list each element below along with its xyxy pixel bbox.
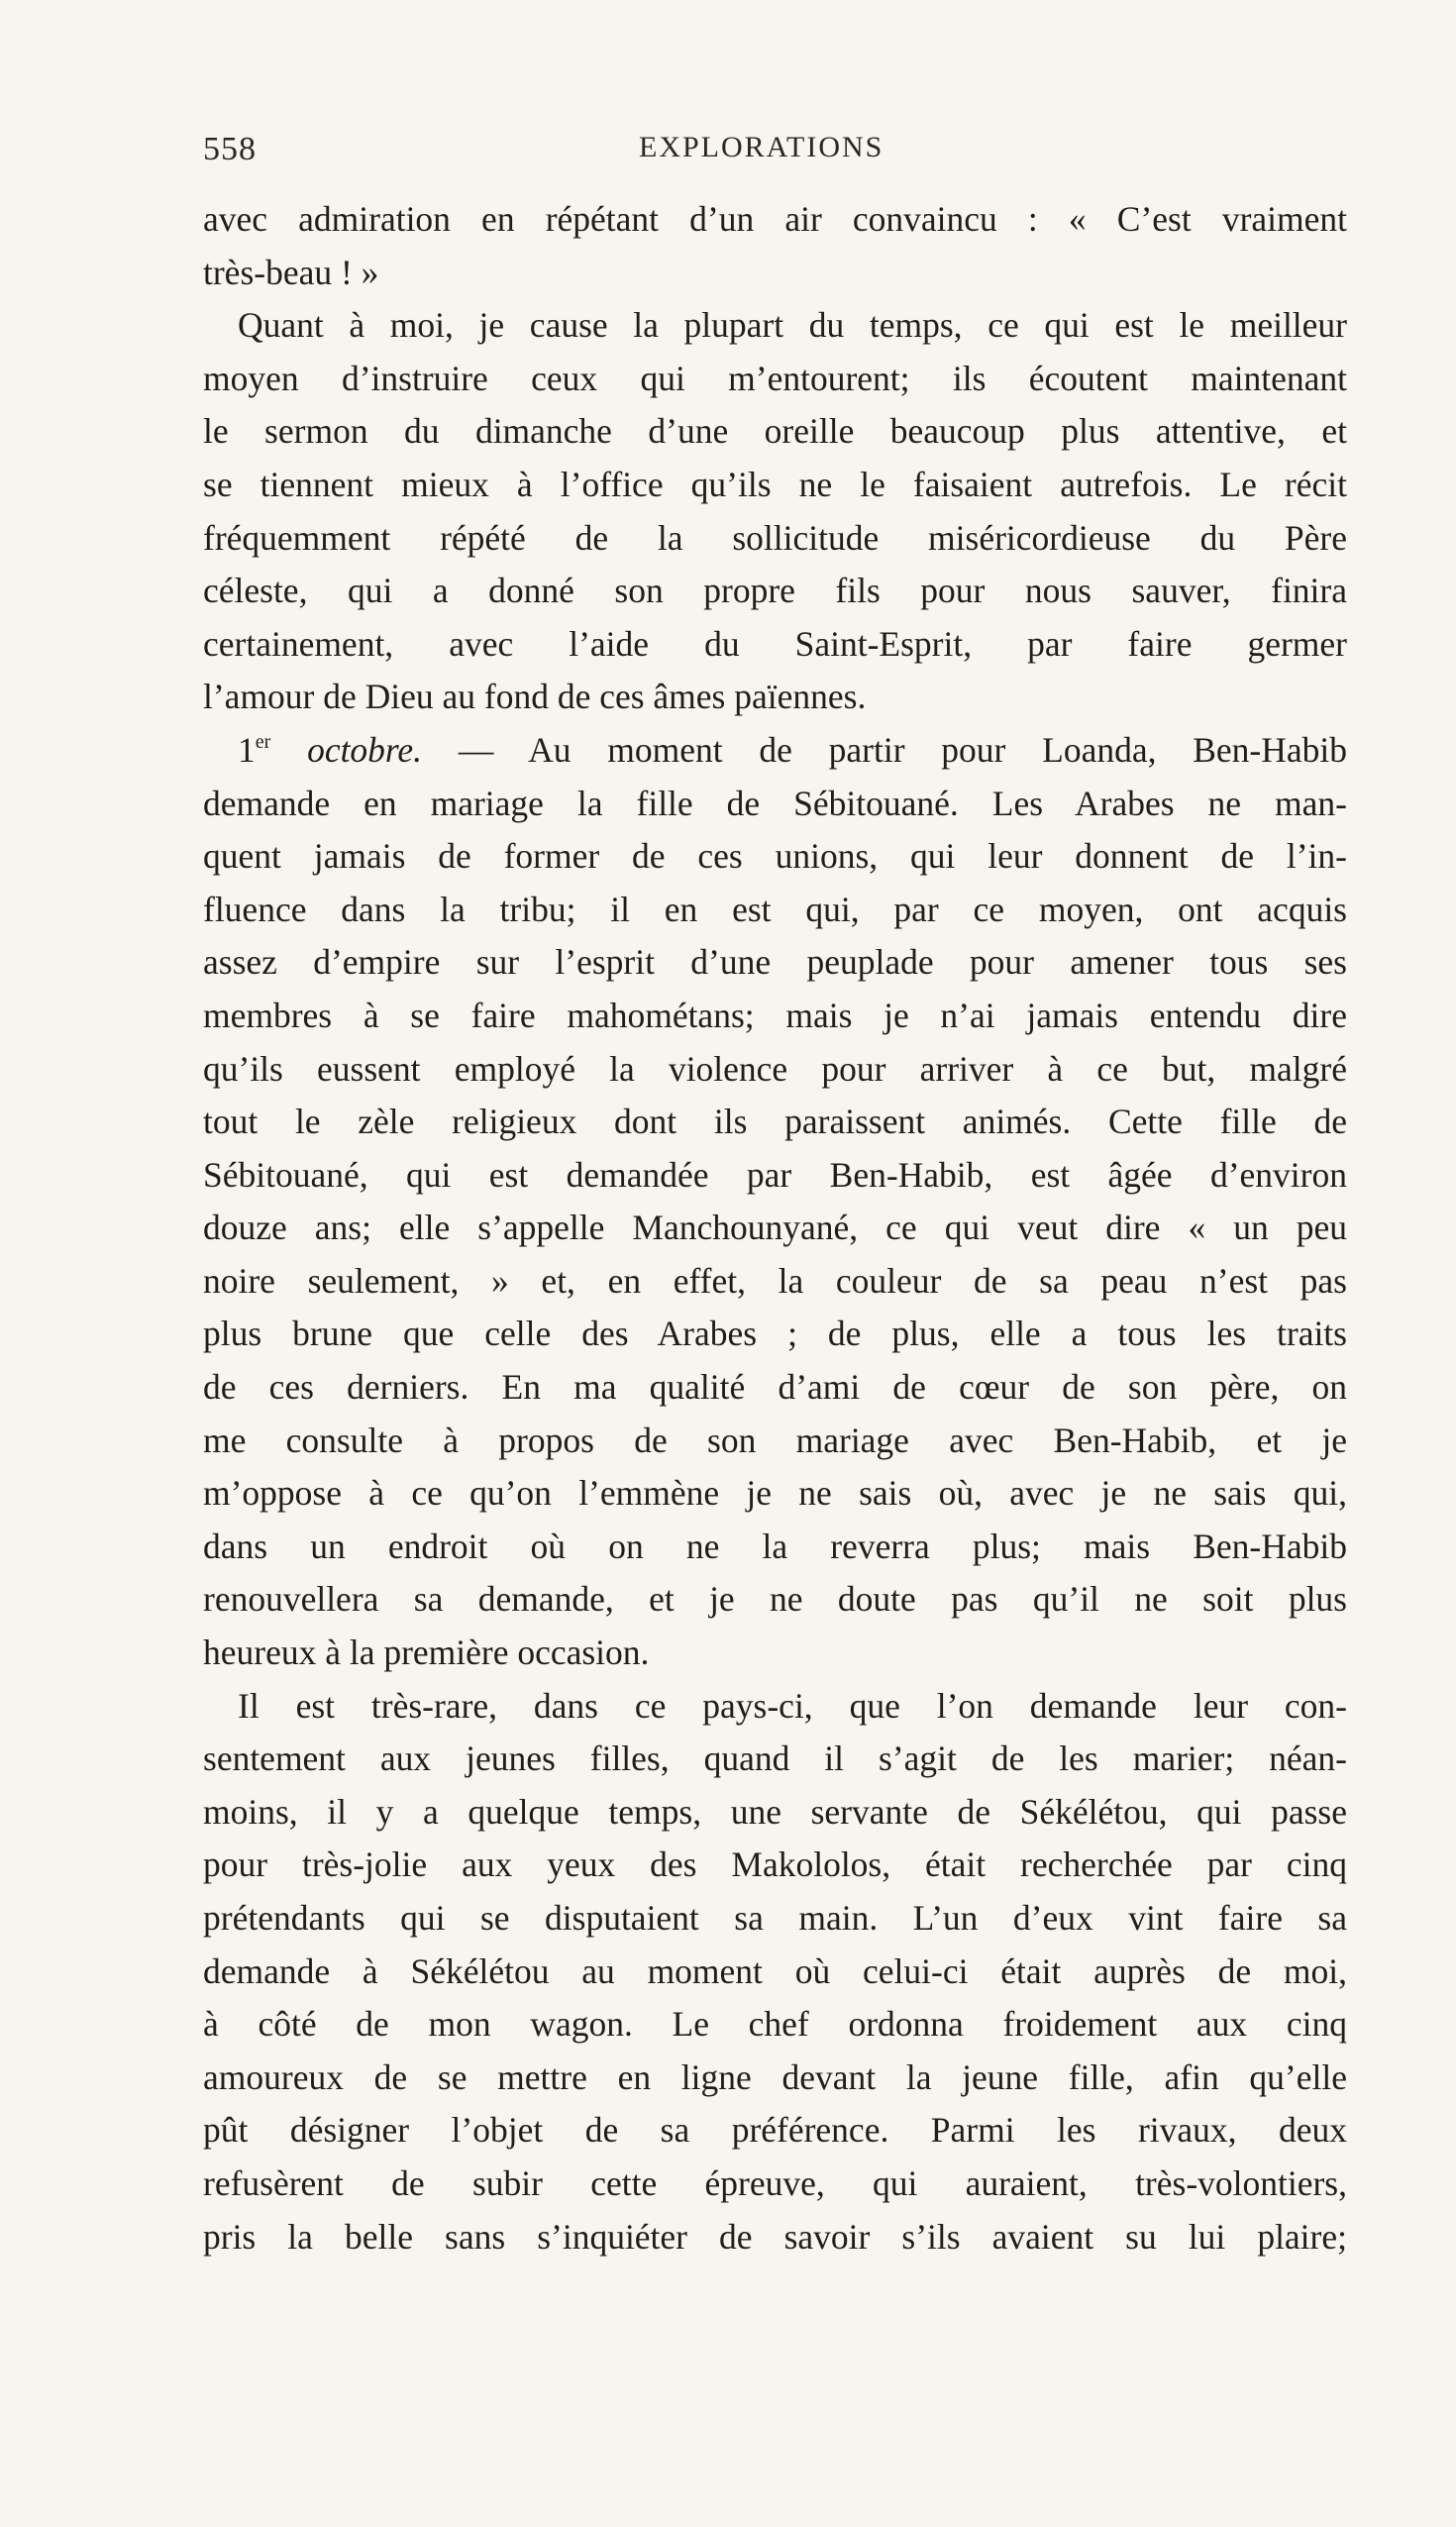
text-line: à côté de mon wagon. Le chef ordonna froidement aux cinq bbox=[203, 2004, 1347, 2045]
text-line: amoureux de se mettre en ligne devant la jeune fille, afin qu’elle bbox=[203, 2056, 1347, 2097]
text-line: avec admiration en répétant d’un air convaincu : « C’est vraiment bbox=[203, 199, 1347, 239]
text-line: certainement, avec l’aide du Saint-Esprit, par faire germer bbox=[203, 623, 1347, 664]
page-header bbox=[203, 129, 1347, 178]
text-line: m’oppose à ce qu’on l’emmène je ne sais où, avec je ne sais qui, bbox=[203, 1473, 1347, 1514]
text-line: Sébitouané, qui est demandée par Ben-Habib, est âgée d’environ bbox=[203, 1154, 1347, 1195]
text-line: l’amour de Dieu au fond de ces âmes païennes. bbox=[203, 677, 867, 717]
text-line: sentement aux jeunes filles, quand il s’agit de les marier; néan- bbox=[203, 1738, 1347, 1779]
text-line: renouvellera sa demande, et je ne doute pas qu’il ne soit plus bbox=[203, 1579, 1347, 1620]
text-line: moins, il y a quelque temps, une servante de Sékélétou, qui passe bbox=[203, 1791, 1347, 1832]
date-ordinal-suffix: er bbox=[255, 730, 271, 753]
text-line: tout le zèle religieux dont ils paraissent animés. Cette fille de bbox=[203, 1102, 1347, 1142]
body-text bbox=[203, 193, 1347, 2264]
text-line: Il est très-rare, dans ce pays-ci, que l’on demande leur con- bbox=[238, 1685, 1347, 1726]
text-line: prétendants qui se disputaient sa main. L’un d’eux vint faire sa bbox=[203, 1898, 1347, 1938]
dated-entry-first-line bbox=[203, 724, 1347, 778]
text-line: demande en mariage la fille de Sébitouané. Les Arabes ne man- bbox=[203, 783, 1347, 823]
date-label: octobre. bbox=[307, 729, 423, 770]
page-number: 558 bbox=[203, 131, 257, 167]
text-line: Quant à moi, je cause la plupart du temps, ce qui est le meilleur bbox=[238, 305, 1347, 346]
text-line: me consulte à propos de son mariage avec Ben-Habib, et je bbox=[203, 1420, 1347, 1460]
text-line: pour très-jolie aux yeux des Makololos, était recherchée par cinq bbox=[203, 1844, 1347, 1885]
text-line: pris la belle sans s’inquiéter de savoir s’ils avaient su lui plaire; bbox=[203, 2216, 1347, 2257]
text-line: qu’ils eussent employé la violence pour arriver à ce but, malgré bbox=[203, 1048, 1347, 1089]
text-line: très-beau ! » bbox=[203, 252, 379, 292]
text-line: noire seulement, » et, en effet, la couleur de sa peau n’est pas bbox=[203, 1260, 1347, 1301]
text-line: se tiennent mieux à l’office qu’ils ne le faisaient autrefois. Le récit bbox=[203, 464, 1347, 504]
running-head: EXPLORATIONS bbox=[639, 131, 884, 163]
text-line: dans un endroit où on ne la reverra plus; mais Ben-Habib bbox=[203, 1526, 1347, 1566]
text-line: refusèrent de subir cette épreuve, qui auraient, très-volontiers, bbox=[203, 2162, 1347, 2203]
text-line: membres à se faire mahométans; mais je n’ai jamais entendu dire bbox=[203, 995, 1347, 1035]
text-run: — Au moment de partir pour Loanda, Ben-Habib bbox=[422, 729, 1347, 770]
text-line: heureux à la première occasion. bbox=[203, 1632, 650, 1673]
text-line: fréquemment répété de la sollicitude miséricordieuse du Père bbox=[203, 517, 1347, 558]
text-line: assez d’empire sur l’esprit d’une peuplade pour amener tous ses bbox=[203, 942, 1347, 983]
text-line: moyen d’instruire ceux qui m’entourent; ils écoutent maintenant bbox=[203, 358, 1347, 398]
text-line: le sermon du dimanche d’une oreille beaucoup plus attentive, et bbox=[203, 411, 1347, 452]
text-line: de ces derniers. En ma qualité d’ami de cœur de son père, on bbox=[203, 1367, 1347, 1408]
text-line: pût désigner l’objet de sa préférence. Parmi les rivaux, deux bbox=[203, 2110, 1347, 2151]
text-line: douze ans; elle s’appelle Manchounyané, ce qui veut dire « un peu bbox=[203, 1208, 1347, 1248]
text-line: demande à Sékélétou au moment où celui-ci était auprès de moi, bbox=[203, 1950, 1347, 1991]
text-line: fluence dans la tribu; il en est qui, par ce moyen, ont acquis bbox=[203, 889, 1347, 929]
text-line: quent jamais de former de ces unions, qui leur donnent de l’in- bbox=[203, 836, 1347, 877]
date-number: 1 bbox=[238, 729, 256, 770]
text-line: céleste, qui a donné son propre fils pour nous sauver, finira bbox=[203, 571, 1347, 611]
text-line: plus brune que celle des Arabes ; de plus, elle a tous les traits bbox=[203, 1314, 1347, 1354]
